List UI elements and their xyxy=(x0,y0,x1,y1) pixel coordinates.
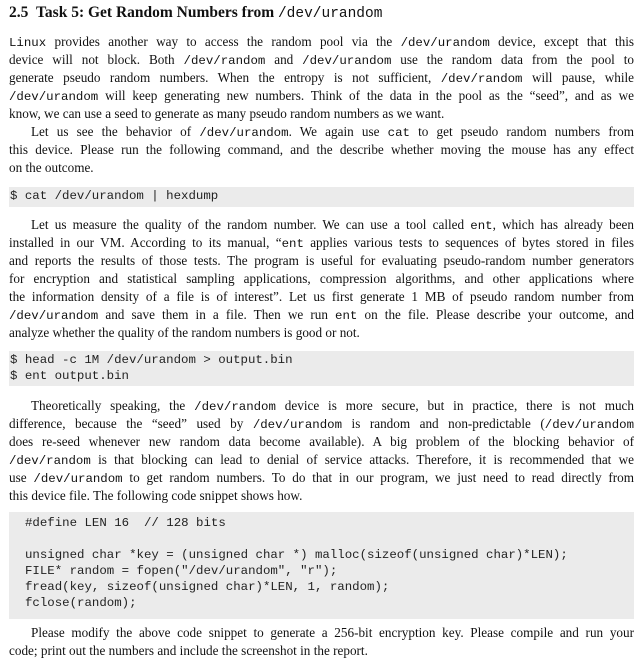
code-line: unsigned char *key = (unsigned char *) malloc(sizeof(unsigned char)*LEN); xyxy=(25,548,568,562)
section-heading xyxy=(9,3,382,24)
text-line: Linux provides another way to access the random pool via the /dev/urandom device, except that this xyxy=(9,34,634,50)
text-line: /dev/urandom and save them in a file. Then we run ent on the file. Please describe your outcome, and xyxy=(9,307,635,323)
text-line: this device file. The following code snippet shows how. xyxy=(9,488,303,503)
command-block-ent xyxy=(9,351,634,386)
text-line: know, we can use a seed to generate as many pseudo random numbers as we want. xyxy=(9,106,445,121)
code-line: #define LEN 16 // 128 bits xyxy=(25,516,226,530)
text-line: /dev/random is that blocking can lead to denial of service attacks. Therefore, it is recommended that we xyxy=(9,452,634,468)
paragraph-modify-snippet xyxy=(9,624,634,660)
section-title: Task 5: Get Random Numbers from xyxy=(36,4,275,21)
paragraph-linux-urandom xyxy=(9,33,634,123)
code-snippet-block xyxy=(9,512,634,619)
text-line: does re-seed whenever new random data become available). A big problem of the blocking behavior of xyxy=(9,434,634,449)
text-line: generate pseudo random numbers. When the entropy is not sufficient, /dev/random will pause, while xyxy=(9,70,634,86)
code-line: FILE* random = fopen("/dev/urandom", "r"); xyxy=(25,564,338,578)
paragraph-urandom-behavior xyxy=(9,123,634,177)
command-block-hexdump xyxy=(9,187,634,207)
text-line: analyze whether the quality of the random numbers is good or not. xyxy=(9,325,360,340)
code-line: fread(key, sizeof(unsigned char)*LEN, 1, random); xyxy=(25,580,390,594)
command-line: $ head -c 1M /dev/urandom > output.bin xyxy=(10,353,293,367)
text-line: Theoretically speaking, the /dev/random device is more secure, but in practice, there is not much xyxy=(31,398,634,414)
text-line: Let us see the behavior of /dev/urandom. We again use cat to get pseudo random numbers from xyxy=(31,124,634,140)
command-line: $ cat /dev/urandom | hexdump xyxy=(10,189,219,203)
paragraph-ent-tool xyxy=(9,216,634,342)
text-line: Please modify the above code snippet to generate a 256-bit encryption key. Please compile and run your xyxy=(31,625,634,640)
command-line: $ ent output.bin xyxy=(10,369,129,383)
code-line: fclose(random); xyxy=(25,596,137,610)
text-line: on the outcome. xyxy=(9,160,94,175)
paragraph-random-vs-urandom xyxy=(9,397,634,505)
text-line: code; print out the numbers and include the screenshot in the report. xyxy=(9,643,368,658)
text-line: this device. Please run the following command, and the describe whether moving the mouse has any effect xyxy=(9,142,634,157)
text-line: and reports the results of those tests. The program is useful for evaluating pseudo-random number generators xyxy=(9,253,634,268)
text-line: the information density of a file is of interest”. Let us first generate 1 MB of pseudo random number from xyxy=(9,289,634,304)
text-line: use /dev/urandom to get random numbers. To do that in our program, we just need to read directly from xyxy=(9,470,634,486)
code-line xyxy=(9,531,634,547)
text-line: Let us measure the quality of the random number. We can use a tool called ent, which has already been xyxy=(31,217,634,233)
section-number: 2.5 xyxy=(9,4,29,21)
text-line: device will not block. Both /dev/random and /dev/urandom use the random data from the pool to xyxy=(9,52,634,68)
text-line: installed in our VM. According to its manual, “ent applies various tests to sequences of bytes stored in files xyxy=(9,235,634,251)
section-title-path: /dev/urandom xyxy=(277,6,383,22)
text-line: /dev/urandom will keep generating new numbers. Think of the data in the pool as the “seed”, and as we xyxy=(9,88,634,104)
text-line: for encryption and statistical sampling applications, compression algorithms, and other applications where xyxy=(9,271,634,286)
text-line: difference, because the “seed” used by /dev/urandom is random and non-predictable (/dev/urandom xyxy=(9,416,635,432)
